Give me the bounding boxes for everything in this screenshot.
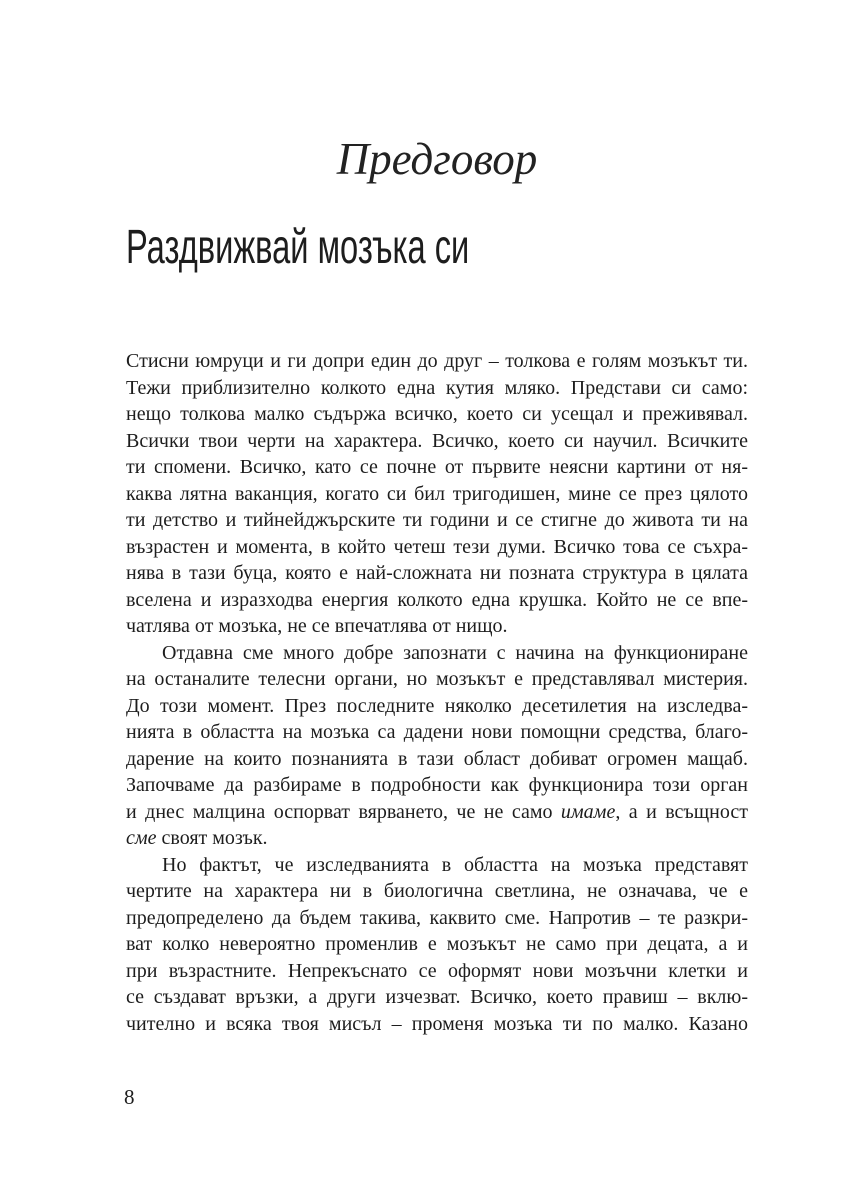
paragraph [126,348,748,640]
text-line: предопределено да бъдем такива, каквито сме. Напротив – те разкри- [126,906,748,929]
section-heading: Раздвижвай мозъка си [126,221,470,274]
page-number: 8 [124,1085,135,1109]
text-line: Започваме да разбираме в подробности как функционира този орган [126,774,748,796]
text-line: ти спомени. Всичко, като се почне от първите неясни картини от ня- [126,456,748,478]
text-line: ват колко невероятно променлив е мозъкът не само при децата, а и [126,933,748,955]
italic-text: имаме [560,800,616,823]
text-line: Отдавна сме много добре запознати с начина на функциониране [162,641,748,664]
text-line: каква лятна ваканция, когато си бил тригодишен, мине се през цялото [126,482,748,505]
text-line: на останалите телесни органи, но мозъкът е представлявал мистерия. [126,668,748,690]
text-line: чително и всяка твоя мисъл – променя мозъка ти по малко. Казано [126,1012,748,1035]
text-line: Стисни юмруци и ги допри един до друг – толкова е голям мозъкът ти. [126,350,748,372]
text-line [126,825,748,852]
text-line: възрастен и момента, в който четеш тези думи. Всичко това се съхра- [126,535,748,558]
chapter-title: Предговор [336,134,538,184]
text-line: нява в тази буца, която е най-сложната ни позната структура в цялата [126,562,748,584]
text-line: нията в областта на мозъка са дадени нови помощни средства, благо- [126,721,748,743]
text-segment: и днес малцина оспорват вярването, че не само [126,800,561,823]
italic-text: сме [126,827,157,849]
text-line [126,799,748,826]
text-segment: своят мозък. [156,827,268,849]
body-text [126,348,748,1037]
paragraph [126,852,748,1038]
text-line: чатлява от мозъка, не се впечатлява от нищо. [126,615,508,637]
text-line: дарение на които познанията в тази област добиват огромен мащаб. [126,747,748,770]
text-line: ти детство и тийнейджърските ти години и се стигне до живота ти на [126,509,748,531]
paragraph [126,640,748,852]
text-line: Всички твои черти на характера. Всичко, което си научил. Всичките [126,429,748,452]
text-line: се създават връзки, а други изчезват. Всичко, което правиш – вклю- [126,986,748,1008]
text-line: Но фактът, че изследванията в областта на мозъка представят [162,853,748,876]
text-segment: , а и всъщност [615,800,748,823]
text-line: нещо толкова малко съдържа всичко, което си усещал и преживявал. [126,403,748,425]
text-line: чертите на характера ни в биологична светлина, не означава, че е [126,880,748,902]
text-line: Тежи приблизително колкото една кутия мляко. Представи си само: [126,376,748,399]
text-line: при възрастните. Непрекъснато се оформят нови мозъчни клетки и [126,959,748,982]
text-line: вселена и изразходва енергия колкото една крушка. Който не се впе- [126,588,748,611]
text-line: До този момент. През последните няколко десетилетия на изследва- [126,694,748,717]
